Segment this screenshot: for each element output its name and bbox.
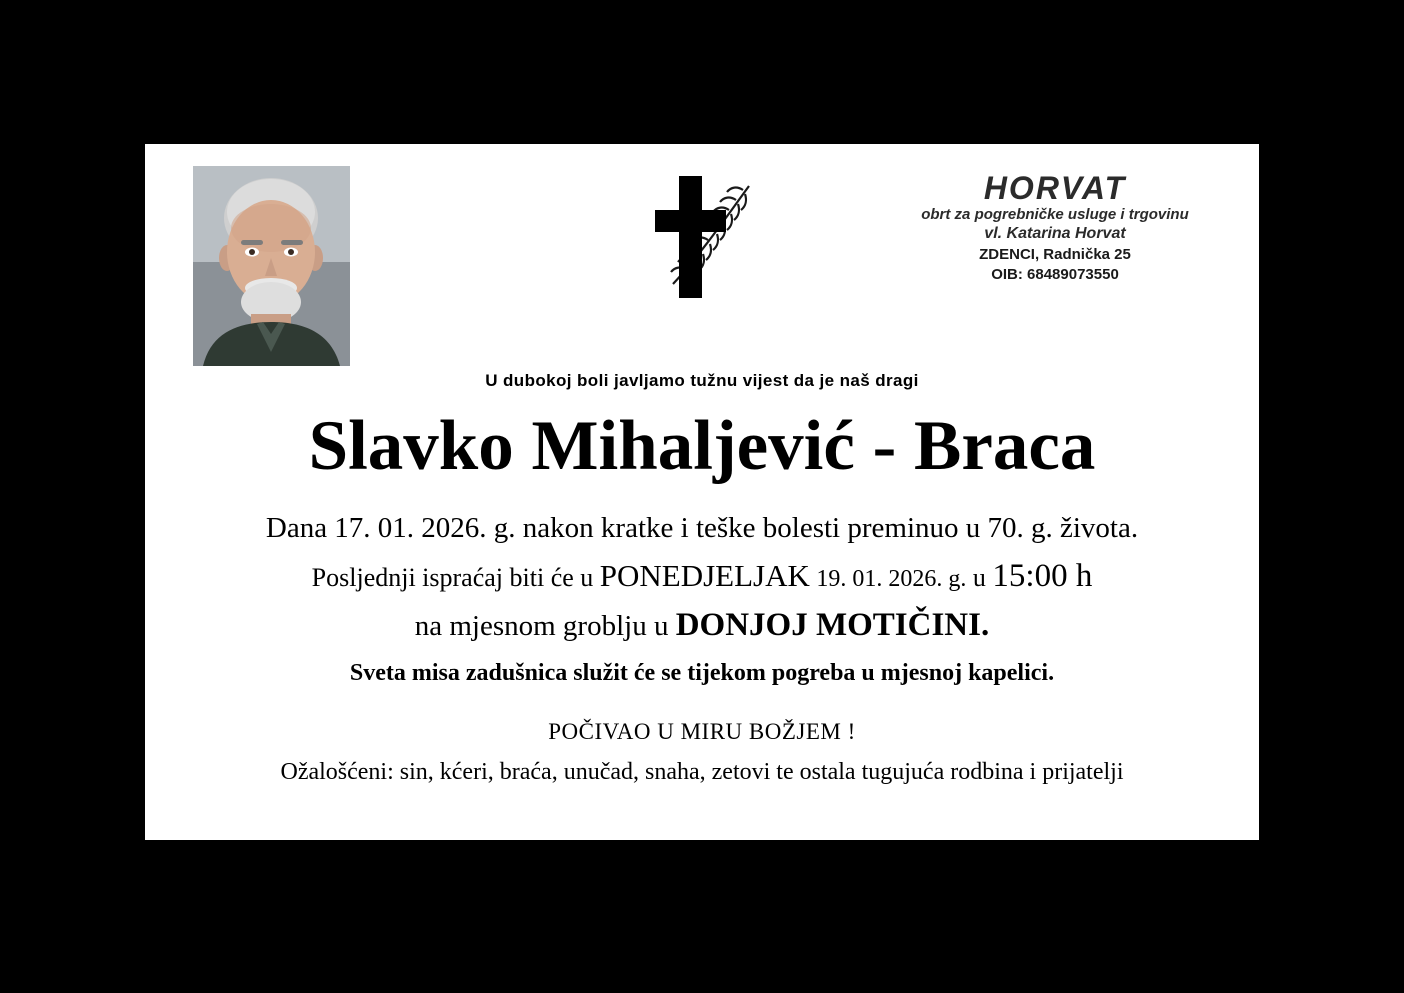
funeral-company-stamp (895, 172, 1215, 286)
farewell-day: PONEDJELJAK (599, 557, 810, 593)
company-address: ZDENCI, Radnička 25 (979, 246, 1131, 264)
place-name: DONJOJ MOTIČINI. (675, 607, 990, 644)
obituary-sheet (153, 152, 1251, 832)
farewell-date: 19. 01. 2026. g. (816, 565, 967, 592)
header-row (153, 152, 1251, 367)
family-line: Ožalošćeni: sin, kćeri, braća, unučad, snaha, zetovi te ostala tugujuća rodbina i prijatelji (280, 759, 1124, 786)
farewell-at: u (972, 562, 986, 592)
farewell-prefix: Posljednji ispraćaj biti će u (311, 562, 594, 592)
farewell-line (153, 556, 1251, 597)
cross-with-palm-icon (631, 172, 771, 312)
death-date-line: Dana 17. 01. 2026. g. nakon kratke i teške bolesti preminuo u 70. g. života. (265, 511, 1139, 544)
mourning-frame-outer (131, 130, 1273, 854)
company-name: HORVAT (983, 170, 1127, 206)
company-services: obrt za pogrebničke usluge i trgovinu (921, 205, 1189, 223)
intro-text: U dubokoj boli javljamo tužnu vijest da je naš dragi (485, 371, 919, 390)
place-prefix: na mjesnom groblju u (414, 610, 669, 643)
mass-line: Sveta misa zadušnica služit će se tijekom pogreba u mjesnoj kapelici. (349, 660, 1055, 687)
company-oib: OIB: 68489073550 (991, 266, 1119, 284)
farewell-time: 15:00 h (992, 557, 1093, 594)
deceased-name: Slavko Mihaljević - Braca (308, 407, 1096, 485)
place-line (153, 605, 1251, 646)
rest-in-peace-line: POČIVAO U MIRU BOŽJEM ! (548, 719, 856, 745)
mourning-frame-inner (141, 140, 1263, 844)
company-owner: vl. Katarina Horvat (984, 225, 1126, 243)
portrait-photo (193, 166, 350, 366)
